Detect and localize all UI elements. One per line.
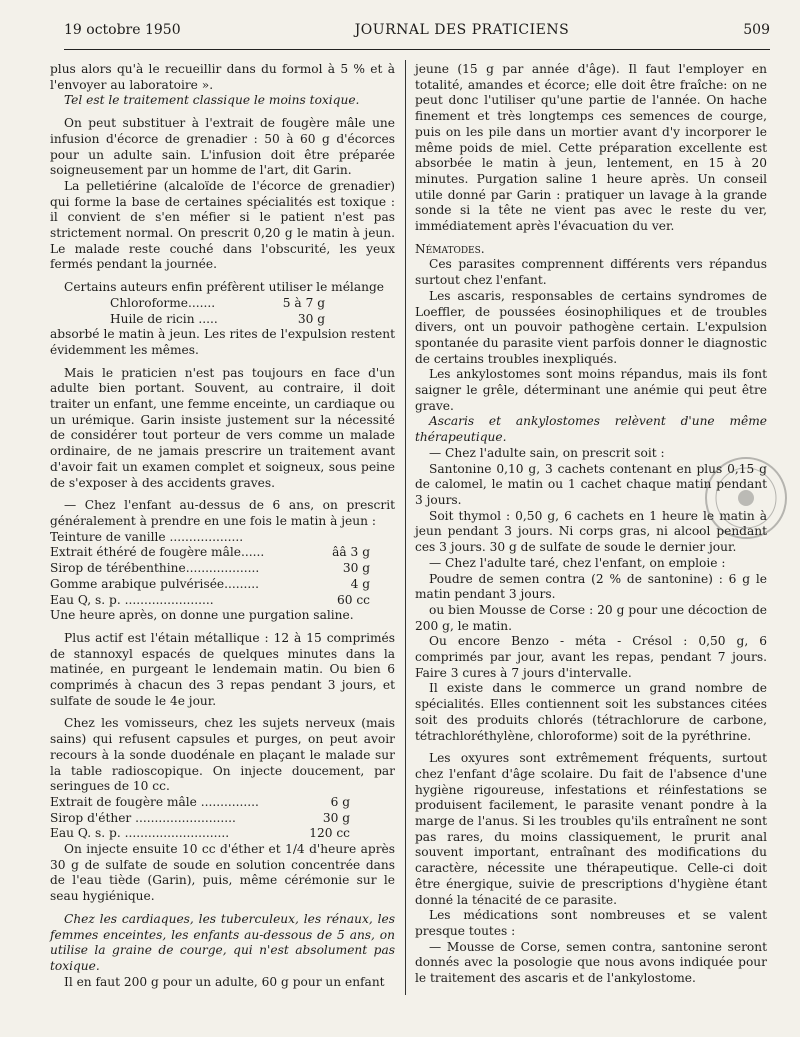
- paragraph: — Chez l'adulte sain, on prescrit soit :: [429, 445, 665, 460]
- recipe-ingredient: Teinture de vanille ...................: [50, 529, 244, 544]
- paragraph: Ces parasites comprennent différents vers répandus surtout chez l'enfant.: [415, 257, 767, 288]
- paragraph: La pelletiérine (alcaloïde de l'écorce de grenadier) qui forme la base de certaines spécialités est toxique : il convient de s'en méfier si le patient n'est pas strictement normal. On prescrit 0,20 g le matin à jeun. Le malade reste couché dans l'obscurité, les yeux fermés pendant la journée.: [50, 178, 395, 272]
- page-header: [64, 22, 770, 50]
- paragraph: Il existe dans le commerce un grand nombre de spécialités. Elles contiennent soit les substances citées soit des produits chlorés (tétrachlorure de carbone, tétrachloréthylène, chloroforme) soit de la pyréthrine.: [415, 681, 767, 743]
- recipe-list: [50, 530, 395, 609]
- section-heading: Nématodes.: [415, 241, 485, 256]
- recipe-dose: 120 cc: [309, 826, 350, 841]
- recipe-ingredient: Sirop d'éther ..........................: [50, 810, 236, 825]
- paragraph: Chez les vomisseurs, chez les sujets nerveux (mais sains) qui refusent capsules et purges, on peut avoir recours à la sonde duodénale en plaçant le malade sur la table radioscopique. On injecte doucement, par seringues de 10 cc.: [50, 716, 395, 794]
- paragraph: Il en faut 200 g pour un adulte, 60 g pour un enfant: [64, 974, 385, 989]
- paragraph: Chez les cardiaques, les tuberculeux, les rénaux, les femmes enceintes, les enfants au-dessous de 5 ans, on utilise la graine de courge, qui n'est absolument pas toxique.: [50, 911, 395, 973]
- library-stamp-icon: [700, 448, 792, 568]
- recipe-dose: 30 g: [342, 561, 370, 576]
- paragraph: ou bien Mousse de Corse : 20 g pour une décoction de 200 g, le matin.: [415, 602, 767, 633]
- issue-date: 19 octobre 1950: [64, 22, 181, 38]
- paragraph: Ascaris et ankylostomes relèvent d'une même thérapeutique.: [415, 414, 767, 445]
- recipe-ingredient: Eau Q. s. p. ...........................: [50, 826, 230, 841]
- page-number: 509: [743, 22, 770, 38]
- recipe-dose: ââ 3 g: [332, 545, 370, 560]
- recipe-dose: 30 g: [297, 311, 325, 326]
- paragraph: Les ascaris, responsables de certains syndromes de Loeffler, de poussées éosinophiliques et de troubles divers, ont un pouvoir pathogène certain. L'expulsion spontanée du parasite vient parfois donner le diagnostic de certains troubles inexpliqués.: [415, 288, 767, 366]
- paragraph: Soit thymol : 0,50 g, 6 cachets en 1 heure le matin à jeun pendant 3 jours. Ni corps gras, ni alcool pendant ces 3 jours. 30 g de sulfate de soude le dernier jour.: [415, 508, 767, 555]
- paragraph: Santonine 0,10 g, 3 cachets contenant en plus 0,15 g de calomel, le matin ou 1 cachet chaque matin pendant 3 jours.: [415, 461, 767, 507]
- recipe-ingredient: Sirop de térébenthine...................: [50, 561, 260, 576]
- recipe-dose: [332, 530, 370, 546]
- journal-title: JOURNAL DES PRATICIENS: [354, 22, 570, 38]
- recipe-dose: 60 cc: [336, 592, 370, 607]
- recipe-ingredient: Chloroforme.......: [110, 295, 216, 310]
- recipe-ingredient: Huile de ricin .....: [110, 311, 218, 326]
- recipe-dose: 30 g: [322, 810, 350, 825]
- paragraph: — Chez l'adulte taré, chez l'enfant, on emploie :: [429, 555, 726, 570]
- recipe-ingredient: Extrait éthéré de fougère mâle......: [50, 545, 265, 560]
- column-divider: [405, 60, 406, 995]
- paragraph: On injecte ensuite 10 cc d'éther et 1/4 d'heure après 30 g de sulfate de soude en solution concentrée dans de l'eau tiède (Garin), puis, même cérémonie sur le seau hygiénique.: [50, 842, 395, 904]
- recipe-dose: 5 à 7 g: [282, 295, 325, 310]
- paragraph: — Mousse de Corse, semen contra, santonine seront donnés avec la posologie que nous avons indiquée pour le traitement des ascaris et de l'ankylostome.: [415, 939, 767, 986]
- paragraph: Les médications sont nombreuses et se valent presque toutes :: [415, 908, 767, 938]
- paragraph: jeune (15 g par année d'âge). Il faut l'employer en totalité, amandes et écorce; elle doit être fraîche: on ne peut donc l'utiliser qu'une partie de l'année. On hache finement et très longtemps ces semences de courge, puis on les pile dans un mortier avant d'y incorporer le même poids de miel. Cette préparation excellente est absorbée le matin à jeun, lentement, en 15 à 20 minutes. Purgation saline 1 heure après. Un conseil utile donné par Garin : pratiquer un lavage à la grande sonde si la tête ne vient pas avec le reste du ver, immédiatement après l'évacuation du ver.: [415, 62, 767, 234]
- paragraph: Poudre de semen contra (2 % de santonine) : 6 g le matin pendant 3 jours.: [415, 571, 767, 602]
- left-column: [50, 62, 395, 990]
- paragraph: — Chez l'enfant au-dessus de 6 ans, on prescrit généralement à prendre en une fois le matin à jeun :: [50, 498, 395, 528]
- recipe-dose: 4 g: [350, 576, 370, 591]
- paragraph: Tel est le traitement classique le moins toxique.: [64, 93, 360, 108]
- recipe-ingredient: Extrait de fougère mâle ...............: [50, 794, 259, 809]
- paragraph: plus alors qu'à le recueillir dans du formol à 5 % et à l'envoyer au laboratoire ».: [50, 62, 395, 92]
- paragraph: Ou encore Benzo - méta - Crésol : 0,50 g, 6 comprimés par jour, avant les repas, pendant 7 jours. Faire 3 cures à 7 jours d'intervalle.: [415, 634, 767, 680]
- recipe-list: [50, 296, 395, 327]
- paragraph: Mais le praticien n'est pas toujours en face d'un adulte bien portant. Souvent, au contraire, il doit traiter un enfant, une femme enceinte, un cardiaque ou un urémique. Garin insiste justement sur la nécessité de considérer tout porteur de vers comme un malade ordinaire, de ne jamais prescrire un traitement avant d'avoir fait un examen complet et soigneux, sous peine de s'exposer à des accidents graves.: [50, 365, 395, 490]
- paragraph: Les oxyures sont extrêmement fréquents, surtout chez l'enfant d'âge scolaire. Du fait de l'absence d'une hygiène rigoureuse, infestations et réinfestations se produisent facilement, le parasite venant pondre à la marge de l'anus. Si les troubles qu'ils entraînent ne sont pas rares, du moins classiquement, le prurit anal souvent important, entraînant des modifications du caractère, nécessite une thérapeutique. Celle-ci doit être énergique, suivie de prescriptions d'hygiène étant donné la ténacité de ce parasite.: [415, 751, 767, 907]
- paragraph: absorbé le matin à jeun. Les rites de l'expulsion restent évidemment les mêmes.: [50, 327, 395, 357]
- paragraph: Une heure après, on donne une purgation saline.: [50, 608, 354, 623]
- recipe-list: [50, 795, 395, 842]
- paragraph: Certains auteurs enfin préfèrent utiliser le mélange: [64, 280, 384, 295]
- paragraph: On peut substituer à l'extrait de fougère mâle une infusion d'écorce de grenadier : 50 à 60 g d'écorces pour un adulte sain. L'infusion doit être préparée soigneusement par un homme de l'art, dit Garin.: [50, 116, 395, 178]
- paragraph: Plus actif est l'étain métallique : 12 à 15 comprimés de stannoxyl espacés de quelques minutes dans la matinée, en purgeant le lendemain matin. Ou bien 6 comprimés à chacun des 3 repas pendant 3 jours, et sulfate de soude le 4e jour.: [50, 630, 395, 708]
- paragraph: Les ankylostomes sont moins répandus, mais ils font saigner le grêle, déterminant une anémie qui peut être grave.: [415, 367, 767, 413]
- recipe-dose: 6 g: [330, 794, 350, 809]
- recipe-ingredient: Gomme arabique pulvérisée.........: [50, 576, 259, 591]
- recipe-ingredient: Eau Q, s. p. .......................: [50, 592, 214, 607]
